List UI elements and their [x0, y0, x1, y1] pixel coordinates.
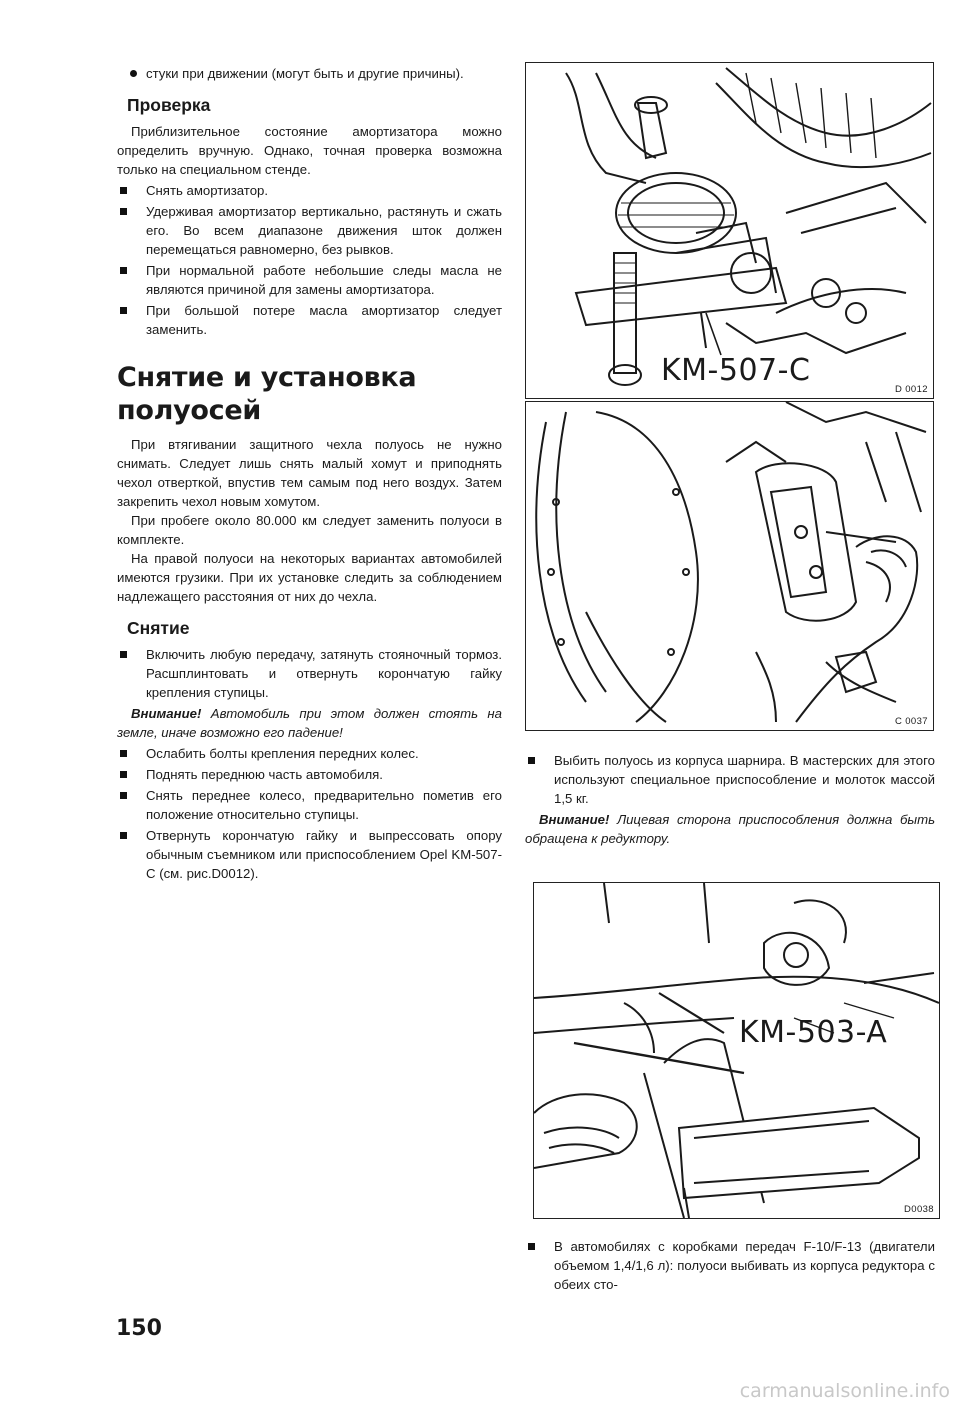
removal-step-text: Ослабить болты крепления передних колес. — [146, 746, 419, 761]
gearbox-step-text: В автомобилях с коробками передач F-10/F-13 (двигатели объемом 1,4/1,6 л): полуоси выбивать из корпуса редуктора с обеих сто- — [554, 1239, 935, 1292]
tool-label-km503a: KM-503-A — [739, 1015, 888, 1050]
bullet-dot-icon — [130, 70, 137, 77]
section-paragraph: При пробеге около 80.000 км следует заменить полуоси в комплекте. — [117, 513, 502, 547]
check-step — [117, 202, 502, 259]
figure-knockout-tool — [533, 882, 940, 1219]
bullet-square-icon — [120, 792, 127, 799]
figure-code: D0038 — [904, 1204, 934, 1215]
check-step-text: Снять амортизатор. — [146, 183, 269, 198]
section-title: Снятие и установка полуосей — [117, 362, 417, 426]
section-paragraph: При втягивании защитного чехла полуось не нужно снимать. Следует лишь снять малый хомут и приподнять чехол отверткой, впустив тем самым под него воздух. Затем закрепить чехол новым хомутом. — [117, 437, 502, 509]
bullet-square-icon — [528, 1243, 535, 1250]
removal-step — [117, 765, 502, 784]
intro-bullet-text: стуки при движении (могут быть и другие причины). — [146, 66, 464, 81]
knockout-tool-drawing — [534, 883, 939, 1218]
check-step — [117, 261, 502, 299]
bullet-square-icon — [120, 267, 127, 274]
check-step-text: При большой потере масла амортизатор следует заменить. — [146, 303, 502, 337]
bullet-square-icon — [120, 750, 127, 757]
figure-ball-joint-puller — [525, 62, 934, 399]
warning-text: Автомобиль при этом должен стоять на земле, иначе возможно его падение! — [117, 706, 502, 740]
warning-text: Лицевая сторона приспособления должна быть обращена к редуктору. — [525, 812, 936, 846]
bullet-square-icon — [120, 651, 127, 658]
removal-step-text: Поднять переднюю часть автомобиля. — [146, 767, 383, 782]
check-intro: Приблизительное состояние амортизатора можно определить вручную. Однако, точная проверка возможна только на специальном стенде. — [117, 124, 502, 177]
figure-brake-caliper — [525, 401, 934, 731]
figure-code: D 0012 — [894, 384, 928, 395]
left-column — [117, 62, 502, 885]
bullet-square-icon — [528, 757, 535, 764]
removal-step — [117, 645, 502, 702]
removal-step — [117, 826, 502, 883]
right-column — [525, 62, 935, 1296]
site-watermark: carmanualsonline.info — [739, 1380, 950, 1402]
gearbox-step-block — [525, 1237, 935, 1294]
brake-caliper-drawing — [526, 402, 933, 730]
knock-step-block — [525, 751, 935, 848]
right-warning — [525, 810, 935, 848]
tool-label-km507c: KM-507-C — [661, 353, 811, 388]
removal-warning — [117, 704, 502, 742]
knock-step — [525, 751, 935, 808]
check-step — [117, 301, 502, 339]
section-paragraph: На правой полуоси на некоторых вариантах автомобилей имеются грузики. При их установке следить за соблюдением надлежащего расстояния от них до чехла. — [117, 551, 502, 604]
figure-code: C 0037 — [894, 716, 928, 727]
check-step-text: При нормальной работе небольшие следы масла не являются причиной для замены амортизатора. — [146, 263, 502, 297]
check-step — [117, 181, 502, 200]
removal-step — [117, 744, 502, 763]
removal-step-text: Отвернуть корончатую гайку и выпрессовать опору обычным съемником или приспособлением Opel KM-507-C (см. рис.D0012). — [146, 828, 502, 881]
gearbox-step — [525, 1237, 935, 1294]
bullet-square-icon — [120, 208, 127, 215]
bullet-square-icon — [120, 771, 127, 778]
bullet-square-icon — [120, 187, 127, 194]
ball-joint-puller-drawing — [526, 63, 933, 398]
bullet-square-icon — [120, 832, 127, 839]
removal-step-text: Включить любую передачу, затянуть стояночный тормоз. Расшплинтовать и отвернуть корончатую гайку крепления ступицы. — [146, 647, 502, 700]
removal-step-text: Снять переднее колесо, предварительно пометив его положение относительно ступицы. — [146, 788, 502, 822]
check-heading: Проверка — [127, 95, 211, 115]
bullet-square-icon — [120, 307, 127, 314]
knock-step-text: Выбить полуось из корпуса шарнира. В мастерских для этого используют специальное приспособление и молоток массой 1,5 кг. — [554, 753, 935, 806]
removal-heading: Снятие — [127, 618, 190, 638]
page-number: 150 — [116, 1316, 162, 1341]
removal-step — [117, 786, 502, 824]
warning-label: Внимание! — [539, 812, 610, 827]
check-step-text: Удерживая амортизатор вертикально, растянуть и сжать его. Во всем диапазоне движения шток должен перемещаться равномерно, без рывков. — [146, 204, 502, 257]
intro-bullet — [117, 64, 502, 83]
warning-label: Внимание! — [131, 706, 202, 721]
